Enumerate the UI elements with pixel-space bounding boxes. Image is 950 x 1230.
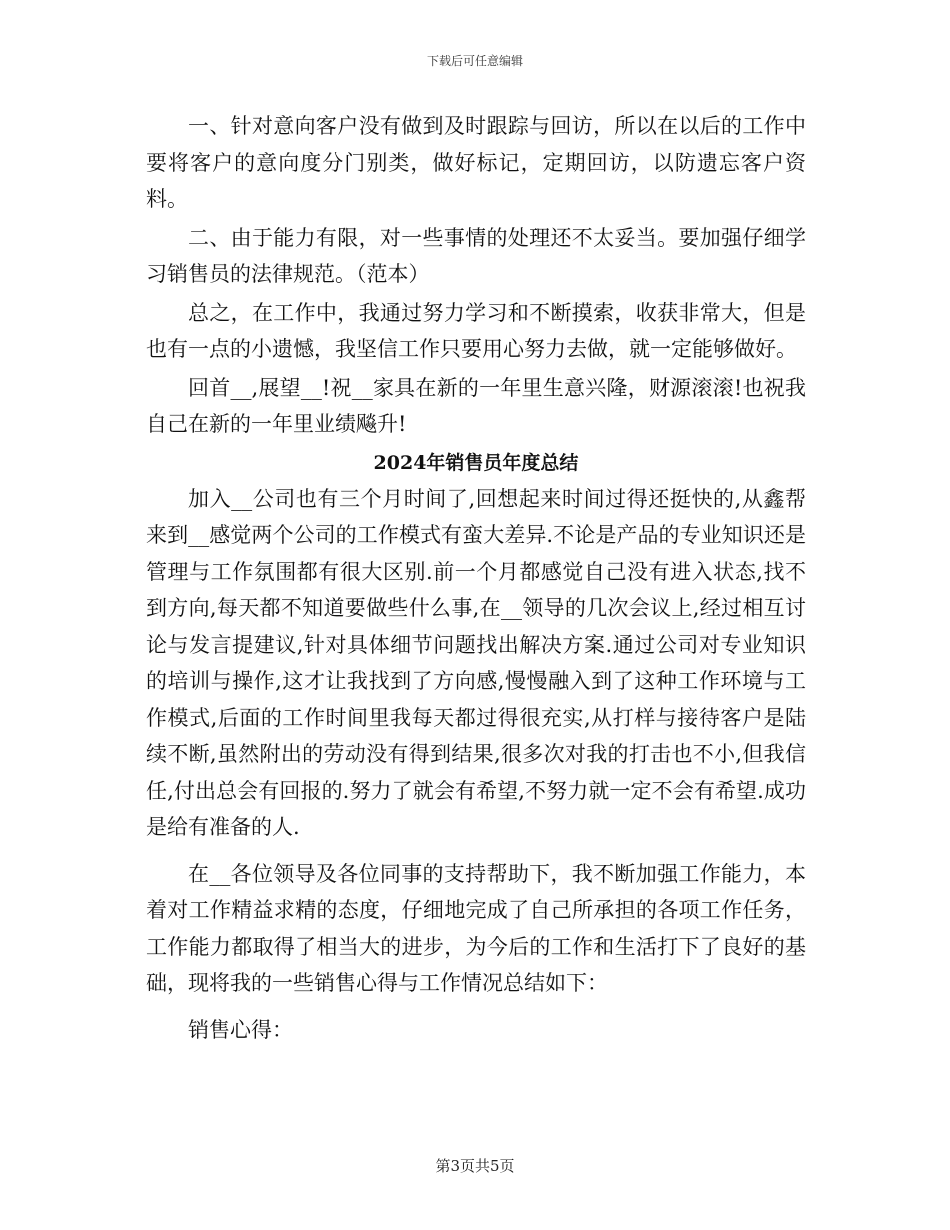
- paragraph-wishes: 回首__,展望__!祝__家具在新的一年里生意兴隆，财源滚滚!也祝我自己在新的一年里业绩飚升!: [146, 375, 806, 436]
- section-heading-sales-insights: 销售心得：: [188, 1017, 293, 1042]
- document-title: 2024年销售员年度总结: [373, 451, 579, 474]
- paragraph-support: 在__各位领导及各位同事的支持帮助下，我不断加强工作能力，本着对工作精益求精的态度，仔细地完成了自己所承担的各项工作任务，工作能力都取得了相当大的进步，为今后的工作和生活打下了良好的基础，现将我的一些销售心得与工作情况总结如下：: [146, 861, 806, 995]
- paragraph-conclusion: 总之，在工作中，我通过努力学习和不断摸索，收获非常大，但是也有一点的小遗憾，我坚信工作只要用心努力去做，就一定能够做好。: [146, 300, 806, 361]
- page-header-note: 下载后可任意编辑: [426, 54, 523, 68]
- page-number: 第3页共5页: [435, 1157, 515, 1175]
- paragraph-intro: 加入__公司也有三个月时间了,回想起来时间过得还挺快的,从鑫帮来到__感觉两个公司的工作模式有蛮大差异.不论是产品的专业知识还是管理与工作氛围都有很大区别.前一个月都感觉自己没有进入状态,找不到方向,每天都不知道要做些什么事,在__领导的几次会议上,经过相互讨论与发言提建议,针对具体细节问题找出解决方案.通过公司对专业知识的培训与操作,这才让我找到了方向感,慢慢融入到了这种工作环境与工作模式,后面的工作时间里我每天都过得很充实,从打样与接待客户是陆续不断,虽然附出的劳动没有得到结果,很多次对我的打击也不小,但我信任,付出总会有回报的.努力了就会有希望,不努力就一定不会有希望.成功是给有准备的人.: [146, 486, 806, 839]
- document-body: [146, 108, 806, 1048]
- paragraph-item-2: 二、由于能力有限，对一些事情的处理还不太妥当。要加强仔细学习销售员的法律规范。（范本）: [146, 225, 806, 286]
- paragraph-item-1: 一、针对意向客户没有做到及时跟踪与回访，所以在以后的工作中要将客户的意向度分门别类，做好标记，定期回访，以防遗忘客户资料。: [146, 114, 806, 211]
